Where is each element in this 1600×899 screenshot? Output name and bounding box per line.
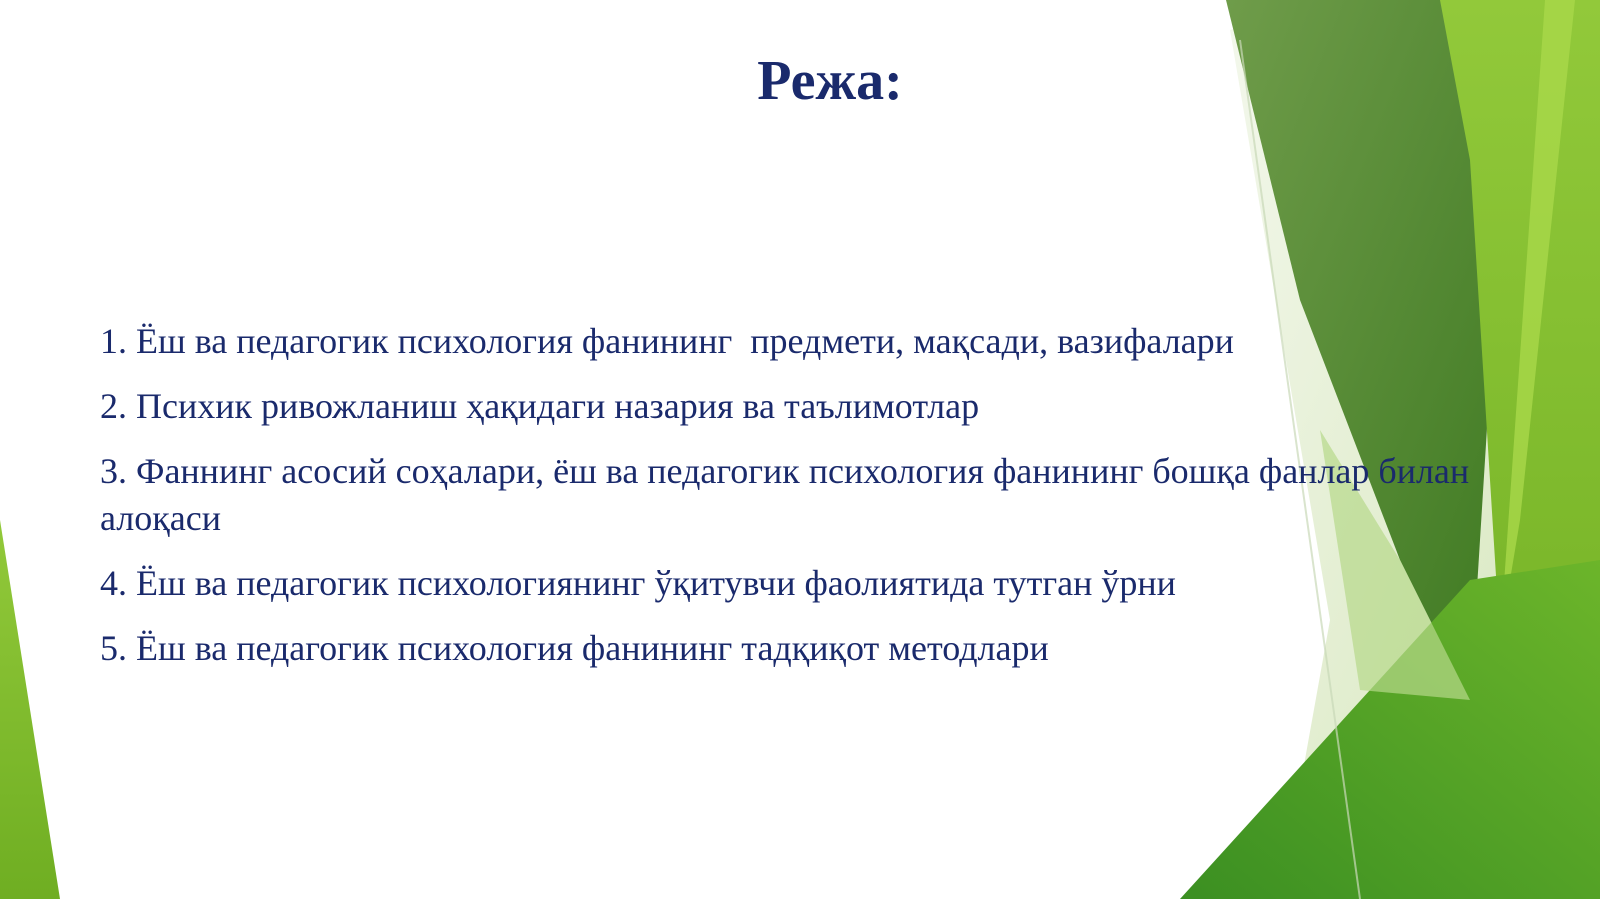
agenda-item-1: 1. Ёш ва педагогик психология фанининг предмети, мақсади, вазифалари [100, 321, 1234, 361]
agenda-list [100, 318, 1520, 690]
left-green-triangle-shape [0, 520, 60, 899]
agenda-item-5: 5. Ёш ва педагогик психология фанининг тадқиқот методлари [100, 628, 1049, 668]
agenda-item-3: 3. Фаннинг асосий соҳалари, ёш ва педагогик психология фанининг бошқа фанлар билан алоқаси [100, 451, 1479, 538]
agenda-item-2: 2. Психик ривожланиш ҳақидаги назария ва таълимотлар [100, 386, 980, 426]
slide-title: Режа: [757, 50, 903, 112]
agenda-item-4: 4. Ёш ва педагогик психологиянинг ўқитувчи фаолиятида тутган ўрни [100, 563, 1176, 603]
